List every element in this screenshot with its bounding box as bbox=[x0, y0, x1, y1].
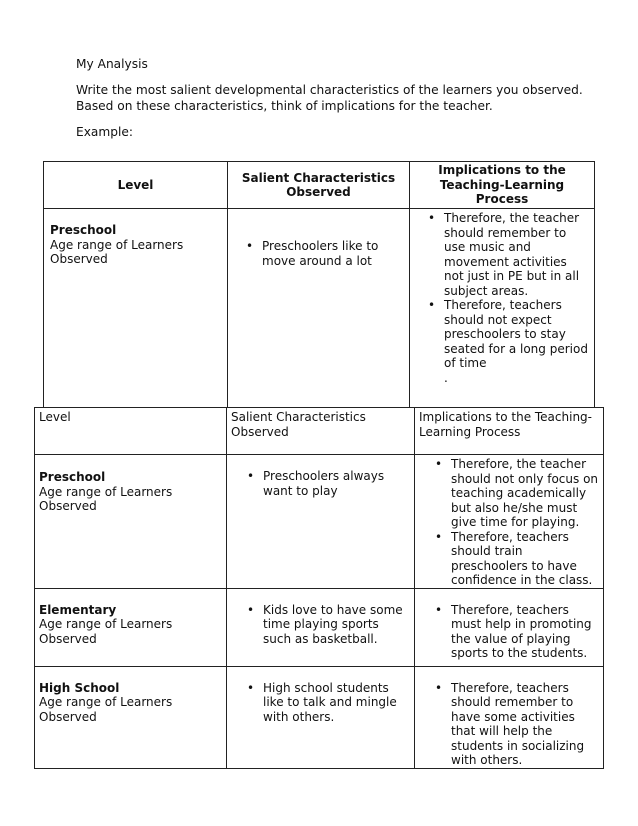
list-item: • Therefore, the teacher should remember to use music and movement activities not just in PE but in all subject areas. bbox=[424, 211, 588, 298]
example-header-implications: Implications to the Teaching-Learning Process bbox=[410, 162, 595, 209]
table-row bbox=[35, 588, 604, 666]
example-header-characteristics: Salient Characteristics Observed bbox=[228, 162, 410, 209]
implications-cell bbox=[415, 455, 604, 589]
level-cell bbox=[35, 588, 227, 666]
implications-cell bbox=[415, 588, 604, 666]
example-label: Example: bbox=[76, 125, 133, 139]
list-item: • High school students like to talk and mingle with others. bbox=[243, 681, 410, 725]
example-level-cell bbox=[44, 209, 228, 408]
list-item: • Therefore, teachers should not expect preschoolers to stay seated for a long period of time bbox=[424, 298, 588, 371]
example-header-level: Level bbox=[44, 162, 228, 209]
analysis-heading: My Analysis bbox=[76, 57, 148, 71]
header-characteristics: Salient Characteristics Observed bbox=[227, 408, 415, 455]
instruction-line-1: Write the most salient developmental characteristics of the learners you observed. bbox=[76, 83, 583, 97]
analysis-table bbox=[34, 407, 604, 769]
characteristic-cell bbox=[227, 455, 415, 589]
level-name: Elementary bbox=[39, 602, 117, 617]
level-name: High School bbox=[39, 680, 120, 695]
age-range-label: Age range of Learners Observed bbox=[39, 695, 173, 724]
list-item: • Therefore, teachers should remember to have some activities that will help the students in socializing with others. bbox=[431, 681, 599, 768]
analysis-header-row bbox=[35, 408, 604, 455]
example-header-row bbox=[44, 162, 595, 209]
list-item: • Kids love to have some time playing sports such as basketball. bbox=[243, 603, 410, 647]
age-range-label: Age range of Learners Observed bbox=[39, 484, 173, 513]
table-row bbox=[35, 455, 604, 589]
age-range-label: Age range of Learners Observed bbox=[39, 617, 173, 646]
age-range-label: Age range of Learners Observed bbox=[50, 237, 184, 266]
level-cell bbox=[35, 455, 227, 589]
list-item: • Therefore, teachers should train preschoolers to have confidence in the class. bbox=[431, 530, 599, 588]
example-row bbox=[44, 209, 595, 408]
level-name: Preschool bbox=[39, 470, 106, 484]
characteristic-cell bbox=[227, 588, 415, 666]
table-row bbox=[35, 666, 604, 768]
list-item: • Preschoolers always want to play bbox=[243, 469, 410, 498]
characteristic-cell bbox=[227, 666, 415, 768]
example-implications-cell bbox=[410, 209, 595, 408]
level-name: Preschool bbox=[50, 223, 117, 237]
instruction-line-2: Based on these characteristics, think of implications for the teacher. bbox=[76, 99, 493, 113]
example-table bbox=[43, 161, 595, 408]
example-characteristic-cell bbox=[228, 209, 410, 408]
list-item: • Preschoolers like to move around a lot bbox=[242, 239, 403, 268]
list-item: • Therefore, teachers must help in promoting the value of playing sports to the students. bbox=[431, 603, 599, 661]
level-cell bbox=[35, 666, 227, 768]
implications-cell bbox=[415, 666, 604, 768]
header-implications: Implications to the Teaching-Learning Process bbox=[415, 408, 604, 455]
trailing-period: . bbox=[444, 370, 448, 385]
intro-section bbox=[76, 56, 616, 140]
header-level: Level bbox=[35, 408, 227, 455]
list-item: • Therefore, the teacher should not only focus on teaching academically but also he/she must give time for playing. bbox=[431, 457, 599, 530]
